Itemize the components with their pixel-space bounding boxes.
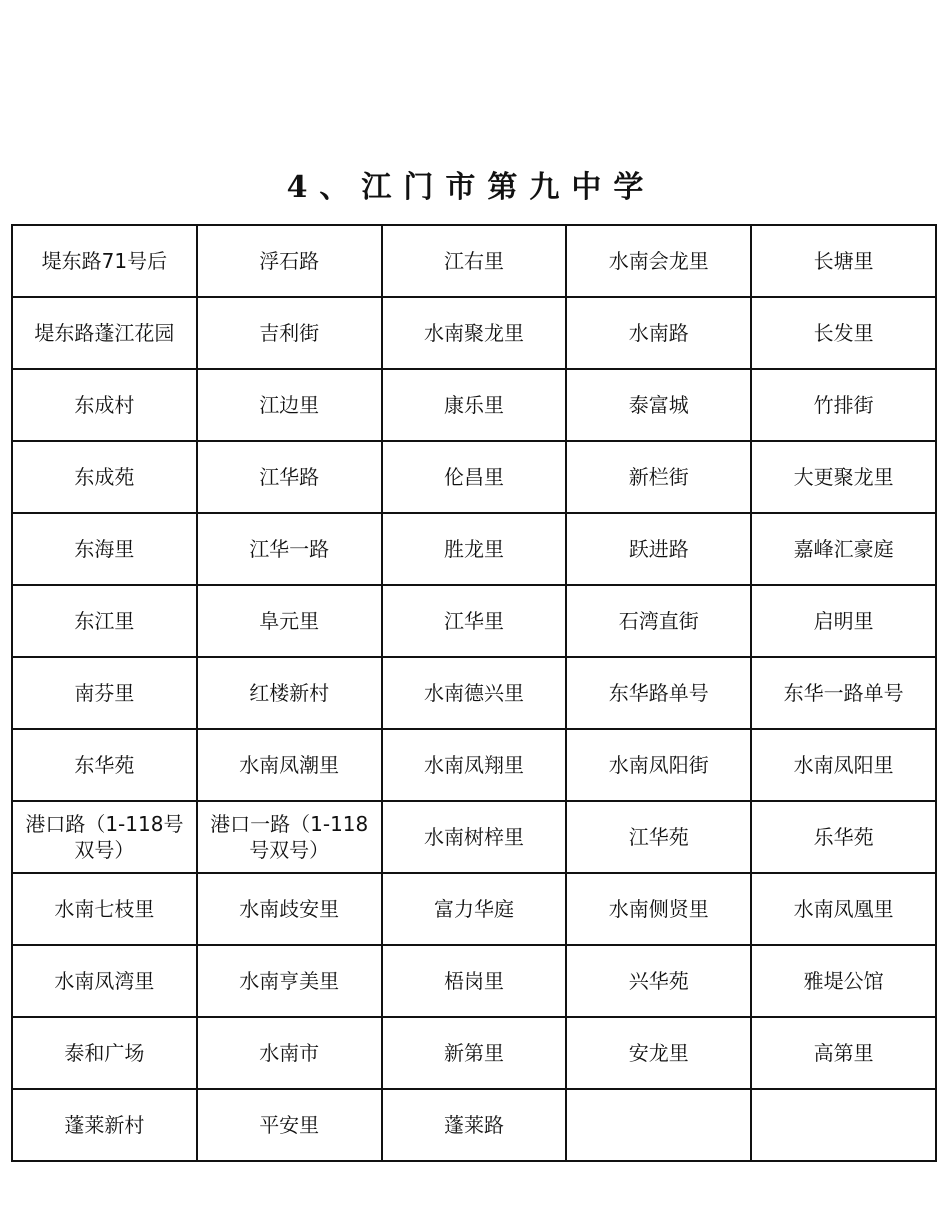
table-cell: 东江里 (12, 585, 197, 657)
table-cell: 水南路 (566, 297, 751, 369)
table-cell: 大更聚龙里 (751, 441, 936, 513)
table-cell: 富力华庭 (382, 873, 567, 945)
table-cell: 红楼新村 (197, 657, 382, 729)
table-cell: 南芬里 (12, 657, 197, 729)
table-cell: 石湾直街 (566, 585, 751, 657)
table-cell: 港口路（1-118号双号） (12, 801, 197, 873)
table-cell: 江华路 (197, 441, 382, 513)
table-cell: 堤东路71号后 (12, 225, 197, 297)
table-row (12, 1017, 936, 1089)
table-cell: 平安里 (197, 1089, 382, 1161)
table-cell: 水南凤凰里 (751, 873, 936, 945)
table-cell: 阜元里 (197, 585, 382, 657)
table-cell: 新栏街 (566, 441, 751, 513)
table-cell: 水南歧安里 (197, 873, 382, 945)
table-row (12, 873, 936, 945)
table-row (12, 225, 936, 297)
table-cell: 水南会龙里 (566, 225, 751, 297)
table-row (12, 441, 936, 513)
table-cell: 伦昌里 (382, 441, 567, 513)
table-cell: 东成苑 (12, 441, 197, 513)
table-cell (751, 1089, 936, 1161)
table-cell: 泰和广场 (12, 1017, 197, 1089)
table-cell: 安龙里 (566, 1017, 751, 1089)
table-cell: 水南市 (197, 1017, 382, 1089)
table-cell: 江右里 (382, 225, 567, 297)
table-cell: 堤东路蓬江花园 (12, 297, 197, 369)
table-cell: 水南树梓里 (382, 801, 567, 873)
table-cell: 水南凤潮里 (197, 729, 382, 801)
table-cell: 长塘里 (751, 225, 936, 297)
table-cell: 跃进路 (566, 513, 751, 585)
table-row (12, 657, 936, 729)
table-cell: 东华一路单号 (751, 657, 936, 729)
table-row (12, 297, 936, 369)
table-cell: 水南亨美里 (197, 945, 382, 1017)
table-cell: 东海里 (12, 513, 197, 585)
table-row (12, 729, 936, 801)
table-cell: 乐华苑 (751, 801, 936, 873)
table-cell: 蓬莱新村 (12, 1089, 197, 1161)
table-cell: 东成村 (12, 369, 197, 441)
table-cell: 康乐里 (382, 369, 567, 441)
table-cell: 启明里 (751, 585, 936, 657)
table-cell: 水南德兴里 (382, 657, 567, 729)
table-cell: 江华一路 (197, 513, 382, 585)
table-cell: 水南凤阳街 (566, 729, 751, 801)
street-table-body (12, 225, 936, 1161)
table-cell: 浮石路 (197, 225, 382, 297)
table-row (12, 585, 936, 657)
page-title: 4、江门市第九中学 (286, 170, 656, 205)
table-cell: 嘉峰汇豪庭 (751, 513, 936, 585)
table-cell: 胜龙里 (382, 513, 567, 585)
table-cell: 东华路单号 (566, 657, 751, 729)
table-cell: 梧岗里 (382, 945, 567, 1017)
table-row (12, 1089, 936, 1161)
table-cell: 蓬莱路 (382, 1089, 567, 1161)
table-row (12, 513, 936, 585)
table-row (12, 801, 936, 873)
table-cell: 水南聚龙里 (382, 297, 567, 369)
table-cell: 长发里 (751, 297, 936, 369)
table-cell: 水南凤阳里 (751, 729, 936, 801)
street-table (11, 224, 937, 1162)
table-cell: 泰富城 (566, 369, 751, 441)
table-cell: 水南侧贤里 (566, 873, 751, 945)
table-cell: 水南凤翔里 (382, 729, 567, 801)
table-cell: 东华苑 (12, 729, 197, 801)
table-cell: 雅堤公馆 (751, 945, 936, 1017)
table-cell: 水南凤湾里 (12, 945, 197, 1017)
table-cell (566, 1089, 751, 1161)
table-cell: 新第里 (382, 1017, 567, 1089)
table-cell: 高第里 (751, 1017, 936, 1089)
table-cell: 江华苑 (566, 801, 751, 873)
table-row (12, 369, 936, 441)
table-cell: 竹排街 (751, 369, 936, 441)
table-cell: 江边里 (197, 369, 382, 441)
table-cell: 港口一路（1-118号双号） (197, 801, 382, 873)
table-row (12, 945, 936, 1017)
table-cell: 水南七枝里 (12, 873, 197, 945)
table-cell: 吉利街 (197, 297, 382, 369)
table-cell: 兴华苑 (566, 945, 751, 1017)
table-cell: 江华里 (382, 585, 567, 657)
